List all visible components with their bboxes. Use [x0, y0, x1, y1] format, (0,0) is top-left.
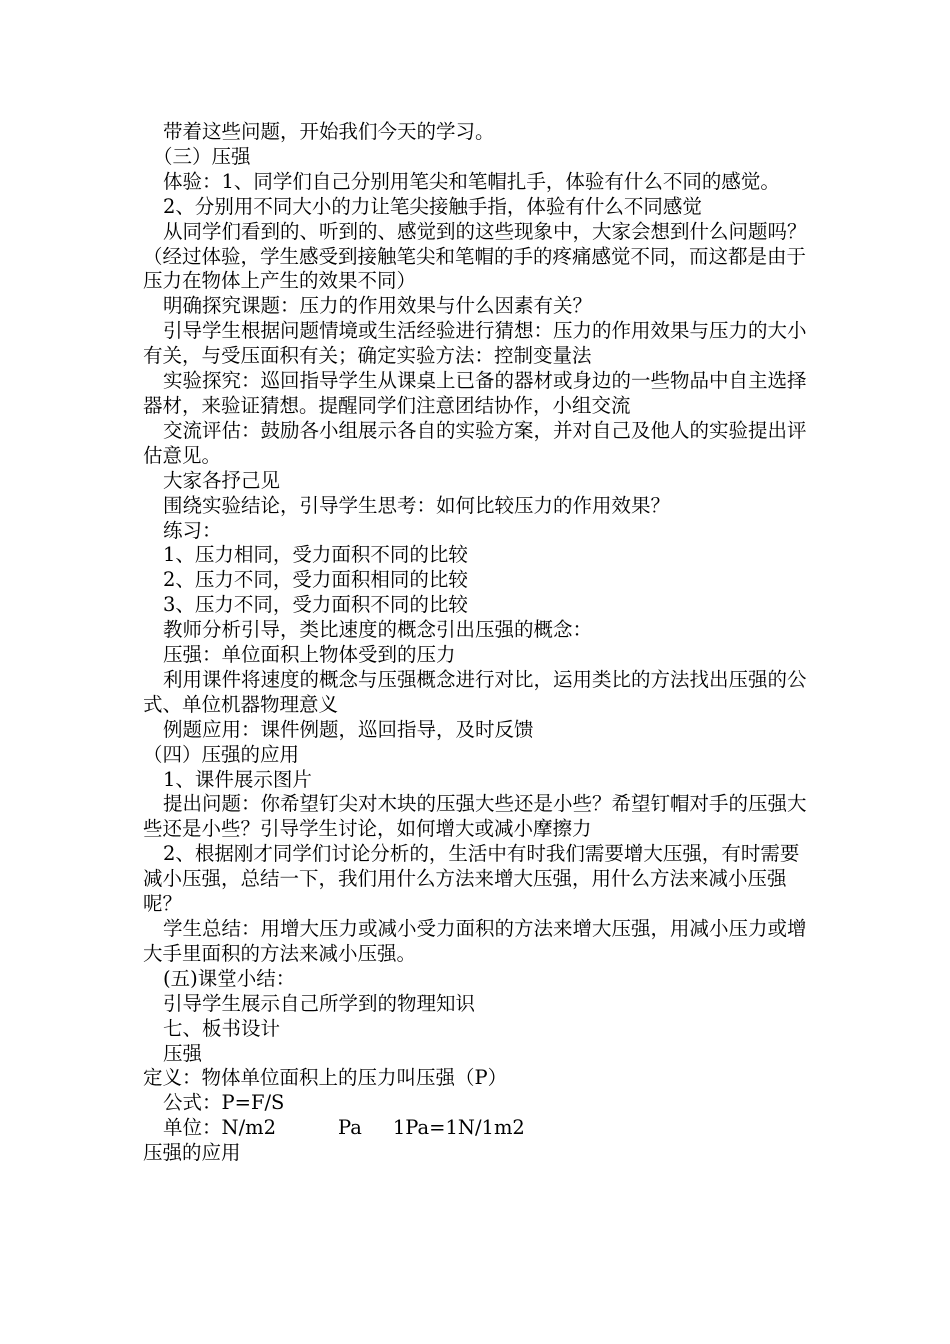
board-formula: 公式：P=F/S [163, 1091, 285, 1115]
board-title: 压强 [163, 1041, 203, 1065]
paragraph: 利用课件将速度的概念与压强概念进行对比，运用类比的方法找出压强的公式、单位机器物理意义 [143, 667, 807, 716]
paragraph: 提出问题：你希望钉尖对木块的压强大些还是小些？希望钉帽对手的压强大些还是小些？引导学生讨论，如何增大或减小摩擦力 [143, 792, 807, 841]
paragraph: 引导学生根据问题情境或生活经验进行猜想：压力的作用效果与压力的大小有关，与受压面积有关；确定实验方法：控制变量法 [143, 319, 807, 368]
paragraph: 2、分别用不同大小的力让笔尖接触手指，体验有什么不同感觉 [163, 194, 702, 218]
paragraph: 体验：1、同学们自己分别用笔尖和笔帽扎手，体验有什么不同的感觉。 [163, 169, 780, 193]
paragraph: 从同学们看到的、听到的、感觉到的这些现象中，大家会想到什么问题吗？ [163, 219, 807, 243]
list-item: 3、压力不同，受力面积不同的比较 [163, 593, 468, 617]
section-heading-summary: (五)课堂小结： [163, 966, 296, 990]
paragraph: 明确探究课题：压力的作用效果与什么因素有关？ [163, 294, 593, 318]
paragraph: 实验探究：巡回指导学生从课桌上已备的器材或身边的一些物品中自主选择器材，来验证猜想。提醒同学们注意团结协作，小组交流 [143, 369, 807, 417]
paragraph: 教师分析引导，类比速度的概念引出压强的概念： [163, 618, 593, 642]
board-definition: 定义：物体单位面积上的压力叫压强（P） [143, 1066, 508, 1090]
list-item: 2、压力不同，受力面积相同的比较 [163, 568, 468, 592]
section-heading-pressure: （三）压强 [153, 144, 251, 168]
section-heading-application: （四）压强的应用 [143, 742, 300, 766]
list-item: 1、压力相同，受力面积不同的比较 [163, 543, 468, 567]
paragraph: 例题应用：课件例题，巡回指导，及时反馈 [163, 717, 534, 741]
paragraph: 压强：单位面积上物体受到的压力 [163, 643, 456, 667]
document-page [143, 120, 813, 1166]
paragraph: 大家各抒己见 [163, 468, 281, 492]
board-unit: 单位：N/m2 Pa 1Pa=1N/1m2 [163, 1116, 525, 1140]
paragraph: 练习： [163, 518, 222, 542]
paragraph: 学生总结：用增大压力或减小受力面积的方法来增大压强，用减小压力或增大手里面积的方法来减小压强。 [143, 917, 807, 965]
board-application: 压强的应用 [143, 1141, 241, 1165]
paragraph: 1、课件展示图片 [163, 767, 312, 791]
paragraph: 2、根据刚才同学们讨论分析的，生活中有时我们需要增大压强，有时需要减小压强，总结一下，我们用什么方法来增大压强，用什么方法来减小压强呢？ [143, 842, 800, 916]
paragraph: 带着这些问题，开始我们今天的学习。 [163, 120, 495, 143]
paragraph: 围绕实验结论，引导学生思考：如何比较压力的作用效果？ [163, 493, 671, 517]
paragraph: 引导学生展示自己所学到的物理知识 [163, 991, 476, 1015]
paragraph: （经过体验，学生感受到接触笔尖和笔帽的手的疼痛感觉不同，而这都是由于压力在物体上产生的效果不同） [143, 244, 807, 293]
section-heading-board-design: 七、板书设计 [163, 1016, 281, 1040]
paragraph: 交流评估：鼓励各小组展示各自的实验方案，并对自己及他人的实验提出评估意见。 [143, 418, 807, 467]
